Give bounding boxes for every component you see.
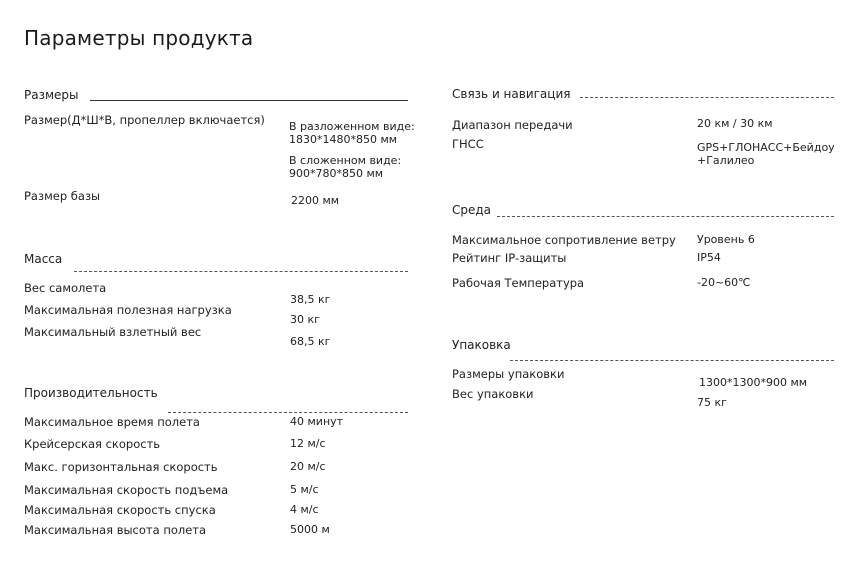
- spec-value-unfolded-label: В разложенном виде:: [289, 120, 415, 133]
- spec-label-max-flight-time: Максимальное время полета: [24, 415, 200, 429]
- spec-label-package-weight: Вес упаковки: [452, 387, 534, 401]
- spec-value-max-altitude: 5000 м: [290, 523, 330, 536]
- section-performance-divider: [168, 412, 408, 413]
- section-comms-heading: Связь и навигация: [452, 87, 571, 101]
- spec-value-cruise-speed: 12 м/с: [290, 437, 326, 450]
- spec-label-max-altitude: Максимальная высота полета: [24, 523, 207, 537]
- spec-label-ip-rating: Рейтинг IP-защиты: [452, 251, 567, 265]
- spec-value-max-takeoff-weight: 68,5 кг: [290, 335, 331, 348]
- spec-value-max-payload: 30 кг: [290, 313, 320, 326]
- section-comms-divider: [580, 97, 834, 98]
- section-performance-heading: Производительность: [24, 386, 158, 400]
- spec-label-operating-temperature: Рабочая Температура: [452, 276, 585, 290]
- spec-label-wind-resistance: Максимальное сопротивление ветру: [452, 233, 676, 247]
- spec-value-gnss-line1: GPS+ГЛОНАСС+Бейдоу: [697, 141, 835, 154]
- section-environment-divider: [497, 216, 834, 217]
- section-packaging-heading: Упаковка: [452, 338, 511, 352]
- spec-value-package-dimensions: 1300*1300*900 мм: [699, 376, 808, 389]
- spec-label-max-ascent-speed: Максимальная скорость подъема: [24, 483, 229, 497]
- spec-label-package-dimensions: Размеры упаковки: [452, 367, 565, 381]
- spec-value-package-weight: 75 кг: [697, 396, 727, 409]
- spec-value-gnss-line2: +Галилео: [697, 154, 755, 167]
- section-mass-divider: [74, 271, 408, 272]
- spec-value-max-horizontal-speed: 20 м/с: [290, 460, 326, 473]
- spec-label-cruise-speed: Крейсерская скорость: [24, 437, 161, 451]
- spec-value-max-ascent-speed: 5 м/с: [290, 483, 319, 496]
- spec-label-max-payload: Максимальная полезная нагрузка: [24, 303, 232, 317]
- spec-label-max-horizontal-speed: Макс. горизонтальная скорость: [24, 460, 218, 474]
- spec-value-folded-label: В сложенном виде:: [289, 154, 402, 167]
- spec-label-max-descent-speed: Максимальная скорость спуска: [24, 503, 216, 517]
- spec-value-ip-rating: IP54: [697, 251, 721, 264]
- spec-value-unfolded: 1830*1480*850 мм: [289, 133, 398, 146]
- spec-label-dimensions: Размер(Д*Ш*В, пропеллер включается): [24, 113, 265, 127]
- section-packaging-divider: [510, 360, 834, 361]
- section-sizes-heading: Размеры: [24, 88, 79, 102]
- spec-label-base: Размер базы: [24, 189, 101, 203]
- spec-value-aircraft-weight: 38,5 кг: [290, 293, 331, 306]
- spec-label-gnss: ГНСС: [452, 137, 484, 151]
- spec-label-aircraft-weight: Вес самолета: [24, 281, 107, 295]
- spec-value-folded: 900*780*850 мм: [289, 167, 384, 180]
- section-mass-heading: Масса: [24, 252, 63, 266]
- spec-value-max-descent-speed: 4 м/с: [290, 503, 319, 516]
- section-sizes-divider: [90, 100, 408, 101]
- spec-label-transmission-range: Диапазон передачи: [452, 118, 573, 132]
- page-title: Параметры продукта: [24, 26, 254, 50]
- spec-value-operating-temperature: -20~60℃: [697, 276, 751, 289]
- spec-value-max-flight-time: 40 минут: [290, 415, 344, 428]
- spec-value-base: 2200 мм: [291, 194, 340, 207]
- spec-label-max-takeoff-weight: Максимальный взлетный вес: [24, 325, 202, 339]
- section-environment-heading: Среда: [452, 203, 492, 217]
- spec-value-wind-resistance: Уровень 6: [697, 233, 755, 246]
- spec-value-transmission-range: 20 км / 30 км: [697, 117, 773, 130]
